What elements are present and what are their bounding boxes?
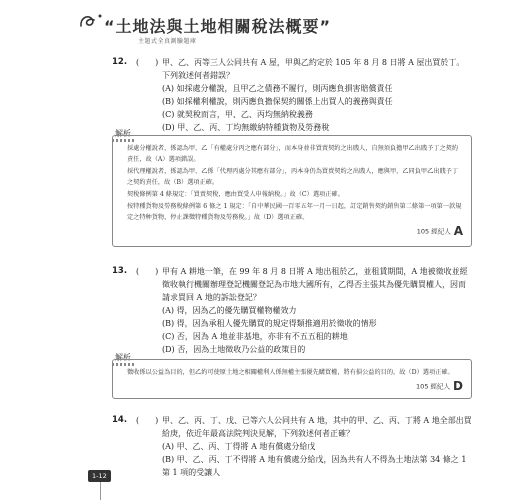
chapter-title: “土地法與土地相關稅法概要” <box>104 17 332 36</box>
question-14 <box>112 414 472 479</box>
option-d: (D) 否，因為土地徵收乃公益的政策目的 <box>162 345 306 354</box>
option-a: (A) 得，因為乙的優先購買權物權效力 <box>162 306 297 315</box>
analysis-box-12 <box>112 135 472 247</box>
source-reference <box>127 226 463 238</box>
option-b: (B) 得，因為承租人優先購買的規定得類推適用於徵收的情形 <box>162 319 377 328</box>
source-reference <box>127 381 463 393</box>
analysis-paragraph: 採代理權說者，係認為甲、乙係「代理丙處分其應有部分」，丙本身仍為買賣契約之出賎人，應與甲、乙同負甲乙出賎予丁之契約責任，故（B）選項正確。 <box>127 168 459 186</box>
option-d: (D) 甲、乙、丙、丁均無繳納特種貨物及勞務稅 <box>162 123 330 132</box>
option-c: (C) 否，因為 A 地並非基地，亦非有不五五租的耕地 <box>162 332 348 341</box>
analysis-paragraph: 採處分權說者，係認為甲、乙「有權處分丙之應有部分」，而本身並非買賣契約之出賎人，自無須負擔甲乙出賎予丁之契約責任，故（A）選項錯誤。 <box>127 145 459 163</box>
analysis-paragraph: 按特種貨物及勞務稅條例第 6 條之 1 規定：「自中華民國一百零五年一月一日起，訂定銷售契約銷售第二條第一項第一款規定之特种貨物，停止課徵特種貨物及勞務稅。」故（D）選項正確。 <box>127 203 462 221</box>
answer-blank: ( ) <box>136 58 159 67</box>
analysis-label: 解析 <box>112 127 134 140</box>
chapter-header <box>78 6 458 46</box>
option-b: (B) 甲、乙、丙、丁不得將 A 地有償處分給戊，因為共有人不得為土地法第 34 條之 1 第 1 項的受讓人 <box>162 455 467 477</box>
answer-blank: ( ) <box>136 416 159 425</box>
chapter-subtitle: 主題式全真測驗題庫 <box>138 38 197 45</box>
option-c: (C) 就契稅而言，甲、乙、丙均無納稅義務 <box>162 110 313 119</box>
question-number: 12. <box>112 57 128 67</box>
answer-blank: ( ) <box>136 267 159 276</box>
question-13 <box>112 265 472 356</box>
source-exam: 105 經紀人 <box>416 382 451 391</box>
question-number: 13. <box>112 266 128 276</box>
analysis-box-13 <box>112 359 472 399</box>
analysis-paragraph: 契稅條例第 4 條規定：「買賣契稅，應由買受人申報納稅。」故（C）選項正確。 <box>127 191 344 198</box>
option-a: (A) 如採處分權說，且甲乙之債務不履行，則丙應負損害賠償責任 <box>162 84 393 93</box>
answer-letter: D <box>453 379 463 393</box>
analysis-paragraph: 徵收係以公益為目的，但乙約可使原土地之相關權利人係無權主張優先購買權，將有損公益的目的，故（D）選項正確。 <box>127 369 454 376</box>
analysis-label: 解析 <box>112 351 134 364</box>
options-list <box>162 304 472 356</box>
question-number: 14. <box>112 415 128 425</box>
option-b: (B) 如採權利權說，則丙應負擔保契約關係上出買人的義務與責任 <box>162 97 393 106</box>
question-stem: 甲、乙、丙、丁、戊、已等六人公同共有 A 地，其中的甲、乙、丙、丁將 A 地全部出買給庚，依近年最高法院判決見解，下列敘述何者正確？ <box>162 416 472 438</box>
question-12 <box>112 56 472 134</box>
page-number: 1-12 <box>88 470 111 482</box>
options-list <box>162 440 472 479</box>
answer-letter: A <box>453 224 463 238</box>
source-exam: 105 經紀人 <box>416 227 451 236</box>
question-stem: 甲、乙、丙等三人公同共有 A 屋，甲與乙約定於 105 年 8 月 8 日將 A 屋出買於丁。下列敘述何者錯誤？ <box>162 58 465 80</box>
options-list <box>162 82 472 134</box>
question-stem: 甲有 A 耕地一筆，在 99 年 8 月 8 日將 A 地出租於乙，並租賃期間，A 地被徵收並經徵收執行機關辦理登記機關登記為市地大國所有，乙得否主張其為優先購買權人，因而請求買回 A 地的訴訟登記？ <box>162 267 468 302</box>
option-a: (A) 甲、乙、丙、丁得將 A 地有償處分給戊 <box>162 442 316 451</box>
